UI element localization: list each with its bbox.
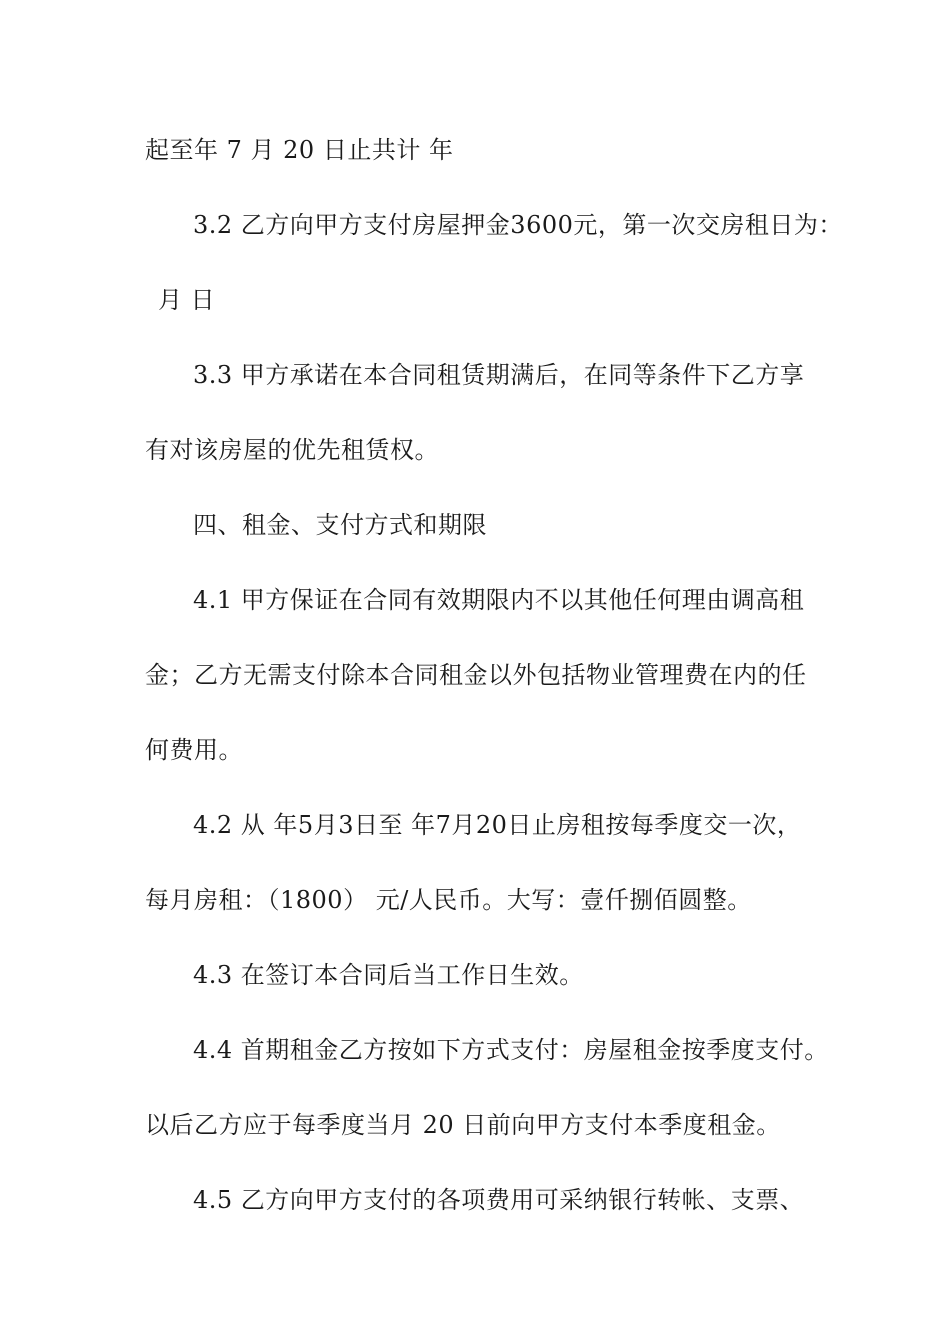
- clause-3-2-line: 3.2 乙方向甲方支付房屋押金3600元，第一次交房租日为：: [193, 211, 843, 239]
- text-line: 每月房租：（1800） 元/人民币。大写：壹仟捌佰圆整。: [145, 886, 752, 914]
- clause-4-2-line: 4.2 从 年5月3日至 年7月20日止房租按每季度交一次，: [193, 811, 802, 839]
- text-line: 月 日: [158, 286, 216, 314]
- section-heading: 四、租金、支付方式和期限: [193, 511, 487, 539]
- clause-4-4-line: 4.4 首期租金乙方按如下方式支付：房屋租金按季度支付。: [193, 1036, 829, 1064]
- text-line: 金；乙方无需支付除本合同租金以外包括物业管理费在内的任: [145, 661, 807, 689]
- text-line: 起至年 7 月 20 日止共计 年: [145, 136, 454, 164]
- clause-4-3-line: 4.3 在签订本合同后当工作日生效。: [193, 961, 584, 989]
- text-line: 何费用。: [145, 736, 243, 764]
- clause-3-3-line: 3.3 甲方承诺在本合同租赁期满后，在同等条件下乙方享: [193, 361, 805, 389]
- clause-4-1-line: 4.1 甲方保证在合同有效期限内不以其他任何理由调高租: [193, 586, 805, 614]
- text-line: 有对该房屋的优先租赁权。: [145, 436, 439, 464]
- clause-4-5-line: 4.5 乙方向甲方支付的各项费用可采纳银行转帐、支票、: [193, 1186, 805, 1214]
- text-line: 以后乙方应于每季度当月 20 日前向甲方支付本季度租金。: [145, 1111, 781, 1139]
